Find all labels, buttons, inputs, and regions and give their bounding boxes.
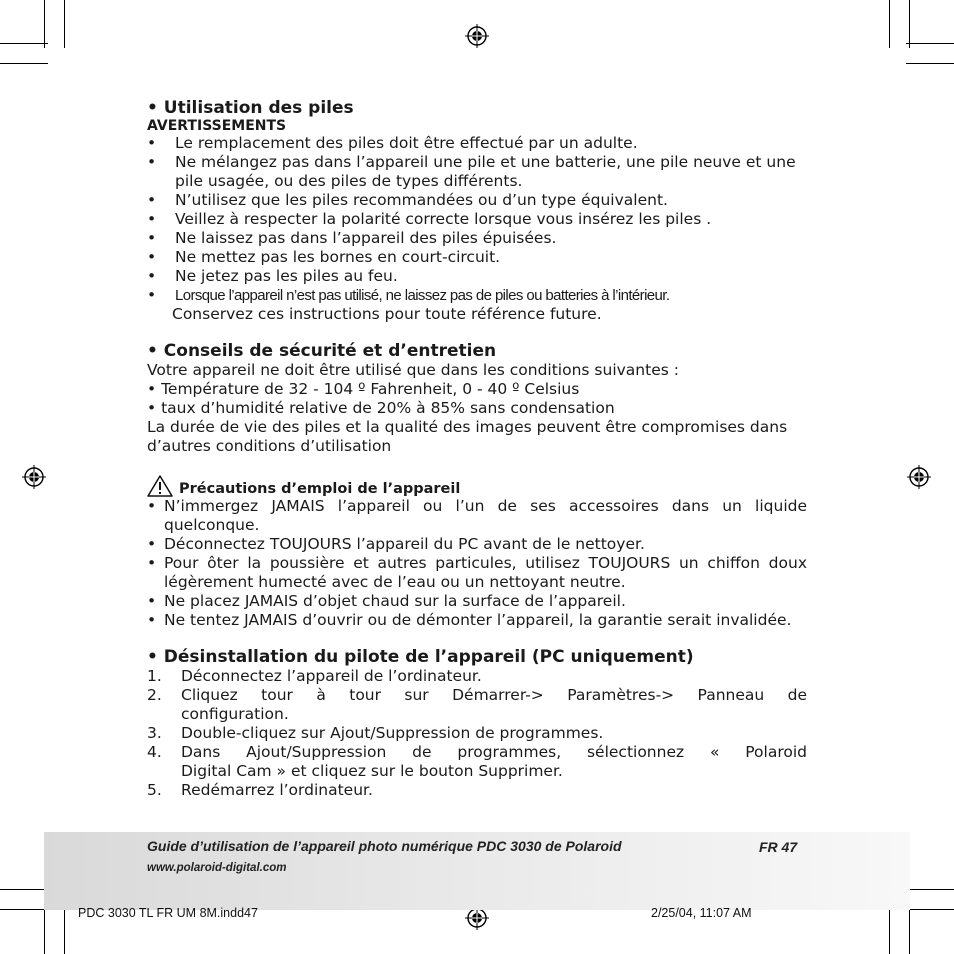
list-item: 4. Dans Ajout/Suppression de programmes, sélectionnez « Polaroid Digital Cam » et cliquez sur le bouton Supprimer. [147, 743, 807, 780]
list-item: • Lorsque l’appareil n’est pas utilisé, ne laissez pas de piles ou batteries à l’intérieur. [147, 286, 670, 304]
list-item: • Ne tentez JAMAIS d’ouvrir ou de démonter l’appareil, la garantie serait invalidée. [147, 611, 792, 629]
bullet: • [147, 611, 157, 629]
page-content [147, 98, 807, 800]
precautions-list [147, 497, 807, 630]
safety-intro: Votre appareil ne doit être utilisé que dans les conditions suivantes : [147, 361, 679, 379]
list-item: • Ne jetez pas les piles au feu. [147, 267, 398, 285]
footer-url: www.polaroid-digital.com [147, 862, 287, 874]
section-title-safety: • Conseils de sécurité et d’entretien [147, 341, 497, 361]
print-slug-timestamp: 2/25/04, 11:07 AM [651, 906, 752, 920]
bullet: • [147, 535, 157, 553]
list-item: • Ne laissez pas dans l’appareil des piles épuisées. [147, 229, 557, 247]
bullet: • [147, 248, 157, 266]
bullet: • [147, 497, 157, 515]
list-item: • Déconnectez TOUJOURS l’appareil du PC avant de le nettoyer. [147, 535, 645, 553]
safety-note: La durée de vie des piles et la qualité des images peuvent être compromises dans d’autres conditions d’utilisation [147, 418, 788, 455]
list-item: 2. Cliquez tour à tour sur Démarrer-> Paramètres-> Panneau de configuration. [147, 686, 807, 723]
list-item: 1. Déconnectez l’appareil de l’ordinateur. [147, 667, 482, 685]
crop-mark [906, 909, 954, 910]
warning-triangle-icon [147, 475, 173, 497]
registration-mark-icon [465, 24, 489, 48]
list-item: • Ne placez JAMAIS d’objet chaud sur la surface de l’appareil. [147, 592, 626, 610]
crop-mark [44, 0, 45, 48]
crop-mark [906, 889, 954, 890]
bullet: • [147, 134, 157, 152]
registration-mark-icon [22, 465, 46, 489]
crop-mark [0, 889, 48, 890]
list-item: • Ne mélangez pas dans l’appareil une pile et une batterie, une pile neuve et une pile usagée, ou des piles de types différents. [147, 153, 796, 190]
crop-mark [909, 0, 910, 48]
list-item: • Veillez à respecter la polarité correcte lorsque vous insérez les piles . [147, 210, 712, 228]
bullet: • [147, 554, 157, 572]
list-item: • N’utilisez que les piles recommandées ou d’un type équivalent. [147, 191, 668, 209]
battery-warning-list [147, 134, 807, 305]
list-item: • Pour ôter la poussière et autres particules, utilisez TOUJOURS un chiffon doux légèrement humecté avec de l’eau ou un nettoyant neutre. [147, 554, 807, 591]
crop-mark [889, 906, 890, 954]
section-title-precautions: Précautions d’emploi de l’appareil [179, 481, 461, 497]
crop-mark [44, 906, 45, 954]
crop-mark [64, 0, 65, 48]
bullet: • [147, 592, 157, 610]
section-title-battery: • Utilisation des piles [147, 98, 354, 118]
list-item: 3. Double-cliquez sur Ajout/Suppression de programmes. [147, 724, 604, 742]
section-title-uninstall: • Désinstallation du pilote de l’appareil (PC uniquement) [147, 647, 694, 667]
registration-mark-icon [907, 465, 931, 489]
crop-mark [0, 63, 48, 64]
precautions-heading [147, 475, 807, 497]
bullet: • [147, 286, 157, 304]
page-number: FR 47 [759, 839, 798, 855]
keep-instructions-note: Conservez ces instructions pour toute référence future. [172, 305, 602, 323]
condition-item: • Température de 32 - 104 º Fahrenheit, 0 - 40 º Celsius [147, 380, 580, 398]
bullet: • [147, 210, 157, 228]
bullet: • [147, 191, 157, 209]
crop-mark [906, 63, 954, 64]
crop-mark [0, 43, 48, 44]
warnings-label: AVERTISSEMENTS [147, 118, 287, 134]
crop-mark [0, 909, 48, 910]
crop-mark [906, 43, 954, 44]
print-slug-file: PDC 3030 TL FR UM 8M.indd47 [78, 906, 258, 920]
list-item: 5. Redémarrez l’ordinateur. [147, 781, 373, 799]
list-item: • Ne mettez pas les bornes en court-circuit. [147, 248, 501, 266]
bullet: • [147, 267, 157, 285]
uninstall-steps [147, 667, 807, 800]
list-item: • N’immergez JAMAIS l’appareil ou l’un de ses accessoires dans un liquide quelconque. [147, 497, 807, 534]
list-item: • Le remplacement des piles doit être effectué par un adulte. [147, 134, 638, 152]
bullet: • [147, 229, 157, 247]
crop-mark [909, 906, 910, 954]
crop-mark [889, 0, 890, 48]
condition-item: • taux d’humidité relative de 20% à 85% sans condensation [147, 399, 615, 417]
bullet: • [147, 153, 157, 171]
footer-guide-title: Guide d’utilisation de l’appareil photo numérique PDC 3030 de Polaroid [147, 838, 622, 854]
crop-mark [64, 906, 65, 954]
